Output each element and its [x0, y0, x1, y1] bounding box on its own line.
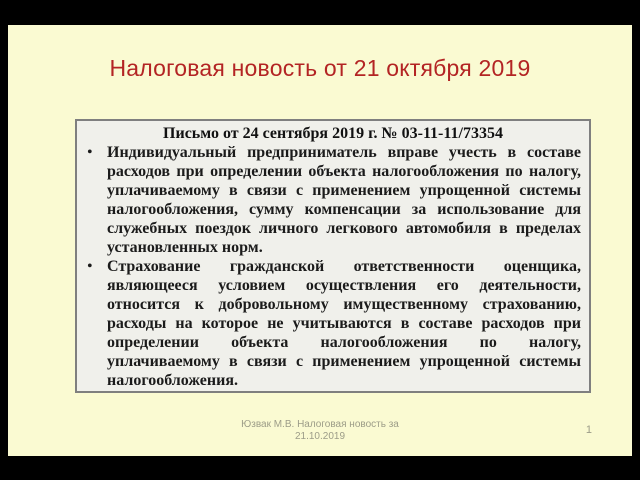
bullet-item [77, 143, 589, 257]
footer-author-line: Юзвак М.В. Налоговая новость за [241, 419, 399, 430]
page-number: 1 [585, 424, 592, 436]
bullet-marker: • [87, 258, 93, 275]
bullet-list [77, 143, 589, 390]
content-box [75, 119, 591, 393]
slide [8, 25, 632, 456]
slide-title: Налоговая новость от 21 октября 2019 [109, 55, 531, 81]
bullet-marker: • [87, 144, 93, 161]
bullet-item [77, 257, 589, 390]
bullet-text: Страхование гражданской ответственности оценщика, являющееся условием осуществления его деятельности, относится к добровольному имущественному страхованию, расходы на которое не учитываются в составе расходов при определении объекта налогообложения по налогу, уплачиваемому в связи с применением упрощенной системы налогообложения. [107, 258, 581, 389]
letter-heading: Письмо от 24 сентября 2019 г. № 03-11-11/73354 [163, 125, 503, 142]
bullet-text: Индивидуальный предприниматель вправе учесть в составе расходов при определении объекта налогообложения по налогу, уплачиваемому в связи с применением упрощенной системы налогообложения, сумму компенсации за использование для служебных поездок личного легкового автомобиля в пределах установленных норм. [107, 144, 581, 256]
slide-footer [8, 419, 632, 443]
footer-date-line: 21.10.2019 [294, 431, 346, 442]
